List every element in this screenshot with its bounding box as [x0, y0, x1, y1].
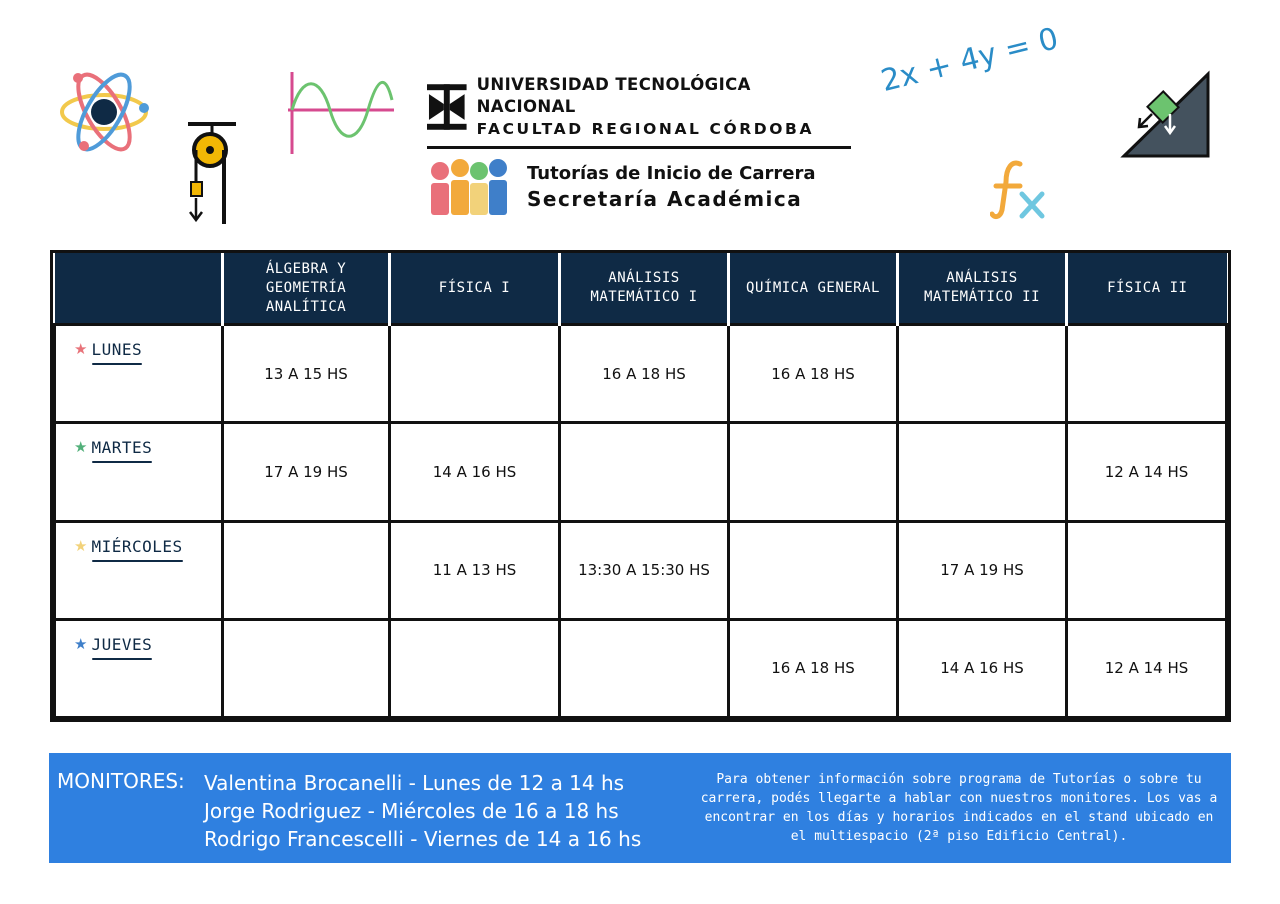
function-fx-icon	[990, 158, 1050, 222]
monitors-banner	[49, 753, 1231, 863]
monitors-list	[204, 769, 641, 853]
faculty-name: FACULTAD REGIONAL CÓRDOBA	[476, 120, 815, 138]
time-cell: 13:30 A 15:30 HS	[560, 521, 729, 619]
time-cell	[898, 325, 1067, 423]
day-label: MARTES	[91, 438, 153, 458]
program-name: Tutorías de Inicio de Carrera	[527, 163, 816, 184]
time-cell	[1067, 521, 1227, 619]
time-cell: 17 A 19 HS	[223, 423, 390, 521]
table-row	[55, 423, 1227, 521]
equation-icon: 2x + 4y = 0	[877, 21, 1062, 99]
time-cell	[390, 325, 560, 423]
day-underline	[92, 658, 152, 660]
star-icon: ★	[74, 340, 88, 358]
time-cell: 16 A 18 HS	[729, 325, 898, 423]
day-cell	[55, 325, 223, 423]
schedule-table	[50, 250, 1231, 722]
table-row	[55, 521, 1227, 619]
time-cell: 13 A 15 HS	[223, 325, 390, 423]
subject-header: FÍSICA I	[390, 253, 560, 325]
time-cell	[223, 619, 390, 717]
time-cell: 14 A 16 HS	[390, 423, 560, 521]
time-cell: 17 A 19 HS	[898, 521, 1067, 619]
time-cell	[1067, 325, 1227, 423]
monitor-entry: Rodrigo Francescelli - Viernes de 14 a 16 hs	[204, 827, 642, 851]
subject-header: ANÁLISIS MATEMÁTICO II	[898, 253, 1067, 325]
table-header-row	[55, 253, 1227, 325]
day-underline	[92, 560, 183, 562]
day-underline	[92, 363, 142, 365]
time-cell	[560, 423, 729, 521]
star-icon: ★	[74, 438, 88, 457]
star-icon: ★	[74, 536, 88, 555]
monitors-title: MONITORES:	[57, 769, 185, 793]
time-cell: 16 A 18 HS	[729, 619, 898, 717]
day-cell	[55, 423, 223, 521]
header-divider	[427, 146, 851, 149]
time-cell	[898, 423, 1067, 521]
atom-icon	[58, 70, 150, 154]
table-row	[55, 619, 1227, 717]
header-empty-cell	[55, 253, 223, 325]
inclined-plane-icon	[1120, 68, 1212, 160]
time-cell: 11 A 13 HS	[390, 521, 560, 619]
star-icon: ★	[74, 634, 88, 653]
time-cell	[729, 423, 898, 521]
time-cell: 14 A 16 HS	[898, 619, 1067, 717]
day-cell	[55, 619, 223, 717]
time-cell	[390, 619, 560, 717]
day-label: JUEVES	[91, 634, 153, 654]
people-icon	[427, 159, 509, 215]
utn-logo	[427, 84, 467, 130]
day-underline	[92, 461, 152, 463]
monitor-entry: Jorge Rodriguez - Miércoles de 16 a 18 hs	[204, 799, 619, 823]
subject-header: ANÁLISIS MATEMÁTICO I	[560, 253, 729, 325]
time-cell: 16 A 18 HS	[560, 325, 729, 423]
monitor-entry: Valentina Brocanelli - Lunes de 12 a 14 hs	[204, 771, 625, 795]
office-name: Secretaría Académica	[527, 187, 803, 211]
subject-header: FÍSICA II	[1067, 253, 1227, 325]
time-cell	[560, 619, 729, 717]
university-name: UNIVERSIDAD TECNOLÓGICA NACIONAL	[476, 75, 751, 116]
time-cell	[729, 521, 898, 619]
pulley-icon	[186, 120, 238, 226]
day-label: MIÉRCOLES	[91, 536, 183, 556]
header-block	[427, 74, 852, 215]
wave-graph-icon	[286, 70, 396, 156]
subject-header: QUÍMICA GENERAL	[729, 253, 898, 325]
day-label: LUNES	[91, 340, 143, 359]
table-row	[55, 325, 1227, 423]
time-cell	[223, 521, 390, 619]
time-cell: 12 A 14 HS	[1067, 423, 1227, 521]
info-text: Para obtener información sobre programa de Tutorías o sobre tu carrera, podés llegarte a hablar con nuestros monitores. Los vas a encontrar en los días y horarios indicados en el stand ubicado en el multiespacio (2ª piso Edificio Central).	[700, 772, 1218, 844]
day-cell	[55, 521, 223, 619]
subject-header: ÁLGEBRA Y GEOMETRÍA ANALÍTICA	[223, 253, 390, 325]
time-cell: 12 A 14 HS	[1067, 619, 1227, 717]
